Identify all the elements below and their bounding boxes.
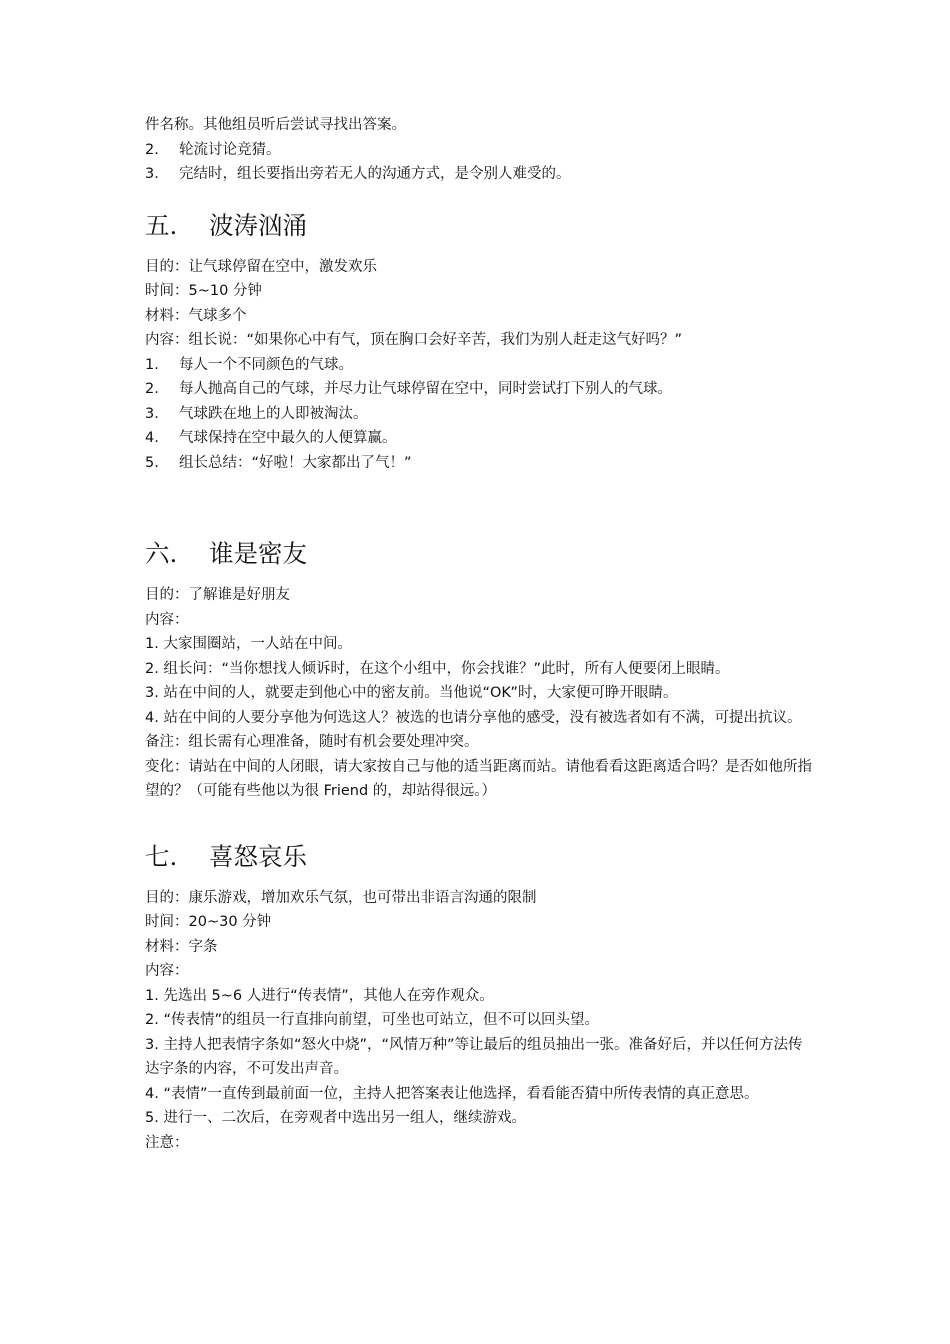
section-heading xyxy=(145,209,815,243)
list-item: 3. 站在中间的人，就要走到他心中的密友前。当他说“OK”时，大家便可睁开眼睛。 xyxy=(145,685,678,701)
continuation-text: 件名称。其他组员听后尝试寻找出答案。 xyxy=(145,117,406,133)
list-text: 完结时，组长要指出旁若无人的沟通方式，是令别人难受的。 xyxy=(179,166,571,182)
section-title: 谁是密友 xyxy=(209,539,307,568)
section-number: 五. xyxy=(145,210,178,240)
list-number: 5. xyxy=(145,454,159,471)
list-number: 2. xyxy=(145,141,159,158)
material-line: 材料：气球多个 xyxy=(145,307,247,324)
list-text: 组长总结：“好啦！大家都出了气！” xyxy=(179,454,412,471)
section-heading xyxy=(145,840,815,874)
content-label: 内容： xyxy=(145,963,189,979)
time-line: 时间：5~10 分钟 xyxy=(145,283,262,299)
list-number: 1. xyxy=(145,356,159,373)
spacer xyxy=(145,475,815,515)
list-item: 1. 大家围圈站，一人站在中间。 xyxy=(145,636,352,652)
variation-line: 变化：请站在中间的人闭眼，请大家按自己与他的适当距离而站。请他看看这距离适合吗？是否如他所指望的？（可能有些他以为很 Friend 的，却站得很远。） xyxy=(145,758,812,799)
caution-label: 注意： xyxy=(145,1134,189,1151)
document-page xyxy=(145,113,815,1155)
list-item: 2. 组长问：“当你想找人倾诉时，在这个小组中，你会找谁？”此时，所有人便要闭上眼睛。 xyxy=(145,660,730,677)
list-number: 4. xyxy=(145,430,159,446)
list-item xyxy=(145,138,815,163)
list-text: 气球保持在空中最久的人便算赢。 xyxy=(179,430,397,446)
section-number: 六. xyxy=(145,539,178,568)
list-item xyxy=(145,451,815,476)
list-number: 2. xyxy=(145,381,159,397)
list-item xyxy=(145,353,815,378)
list-text: 轮流讨论竞猜。 xyxy=(179,141,281,158)
spacer xyxy=(145,804,815,818)
section-number: 七. xyxy=(145,841,178,871)
content-line: 内容：组长说：“如果你心中有气，顶在胸口会好辛苦，我们为别人赶走这气好吗？” xyxy=(145,332,683,348)
list-number: 3. xyxy=(145,405,159,422)
list-item: 3. 主持人把表情字条如“怒火中烧”，“风情万种”等让最后的组员抽出一张。准备好后，并以任何方法传达字条的内容，不可发出声音。 xyxy=(145,1036,803,1077)
list-text: 每人抛高自己的气球，并尽力让气球停留在空中，同时尝试打下别人的气球。 xyxy=(179,381,672,397)
list-item xyxy=(145,402,815,427)
list-item xyxy=(145,162,815,187)
purpose-line: 目的：康乐游戏，增加欢乐气氛，也可带出非语言沟通的限制 xyxy=(145,889,537,906)
section-heading xyxy=(145,537,815,571)
material-line: 材料：字条 xyxy=(145,938,218,955)
list-item: 1. 先选出 5~6 人进行“传表情”，其他人在旁作观众。 xyxy=(145,987,494,1004)
purpose-line: 目的：了解谁是好朋友 xyxy=(145,587,290,603)
list-item: 2. “传表情”的组员一行直排向前望，可坐也可站立，但不可以回头望。 xyxy=(145,1012,599,1028)
list-text: 气球跌在地上的人即被淘汰。 xyxy=(179,405,368,422)
section-title: 喜怒哀乐 xyxy=(209,841,307,871)
time-line: 时间：20~30 分钟 xyxy=(145,914,272,930)
list-item: 5. 进行一、二次后，在旁观者中选出另一组人，继续游戏。 xyxy=(145,1110,526,1126)
list-item xyxy=(145,426,815,451)
section-title: 波涛汹涌 xyxy=(209,210,307,240)
content-label: 内容： xyxy=(145,611,189,628)
list-item: 4. “表情”一直传到最前面一位，主持人把答案表让他选择，看看能否猜中所传表情的真正意思。 xyxy=(145,1085,759,1102)
list-item: 4. 站在中间的人要分享他为何选这人？被选的也请分享他的感受，没有被选者如有不满，可提出抗议。 xyxy=(145,709,802,726)
purpose-line: 目的：让气球停留在空中，激发欢乐 xyxy=(145,258,377,275)
list-text: 每人一个不同颜色的气球。 xyxy=(179,356,353,373)
list-item xyxy=(145,377,815,402)
note-line: 备注：组长需有心理准备，随时有机会要处理冲突。 xyxy=(145,734,479,750)
list-number: 3. xyxy=(145,166,159,182)
